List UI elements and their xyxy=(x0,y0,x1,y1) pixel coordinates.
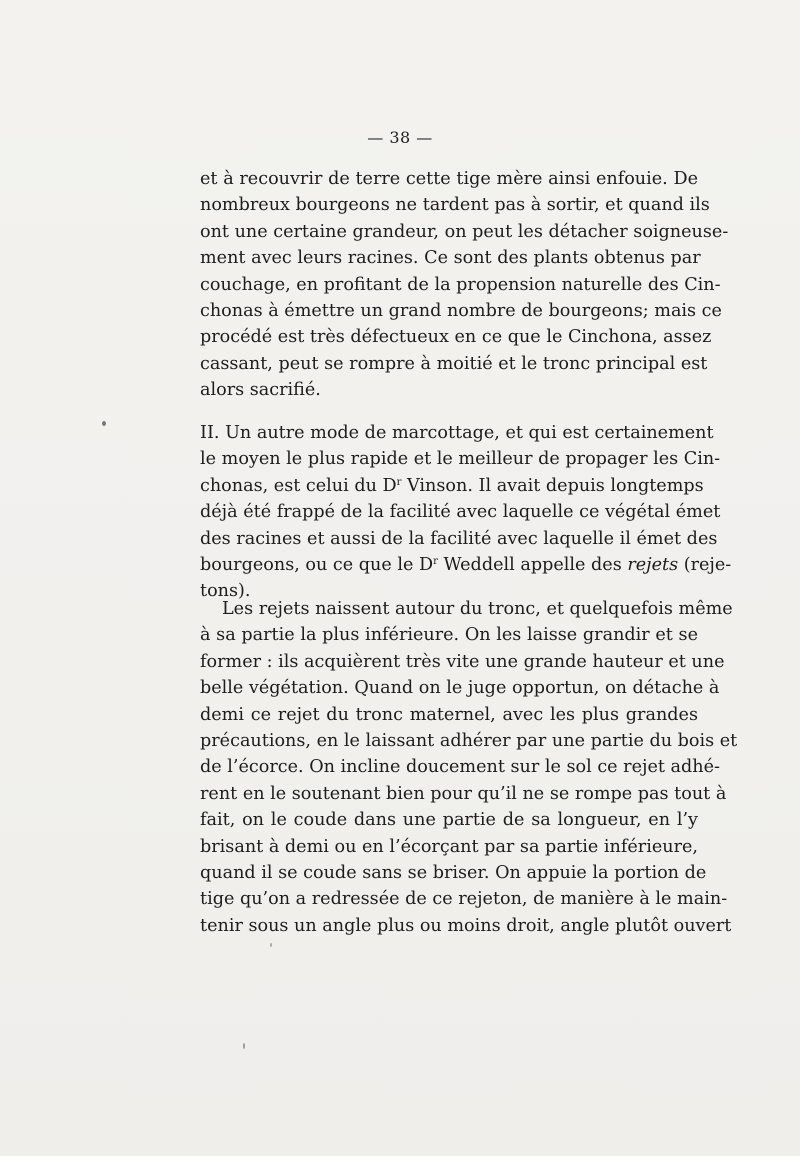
paragraph-2 xyxy=(200,420,732,605)
text-line: de l’écorce. On incline doucement sur le sol ce rejet adhé- xyxy=(200,757,720,778)
text-line: tons). xyxy=(200,581,251,602)
text-line: à sa partie la plus inférieure. On les laisse grandir et se xyxy=(200,625,698,646)
text-line: déjà été frappé de la facilité avec laquelle ce végétal émet xyxy=(200,502,721,523)
text-line: quand il se coude sans se briser. On appuie la portion de xyxy=(200,862,707,883)
text-line: rent en le soutenant bien pour qu’il ne se rompe pas tout à xyxy=(200,783,727,804)
text-segment: Weddell appelle des xyxy=(437,554,628,575)
text-line: demi ce rejet du tronc maternel, avec les plus grandes xyxy=(200,704,698,725)
text-segment: (reje- xyxy=(678,554,732,575)
superscript: r xyxy=(396,476,402,488)
text-line: le moyen le plus rapide et le meilleur de propager les Cin- xyxy=(200,449,721,470)
text-line: belle végétation. Quand on le juge opportun, on détache à xyxy=(200,678,720,699)
text-line-with-superscript xyxy=(200,552,732,578)
text-line: brisant à demi ou en l’écorçant par sa partie inférieure, xyxy=(200,836,698,857)
text-line: et à recouvrir de terre cette tige mère ainsi enfouie. De xyxy=(200,169,698,189)
text-line: Les rejets naissent autour du tronc, et quelquefois même xyxy=(222,599,733,619)
text-line: ont une certaine grandeur, on peut les détacher soigneuse- xyxy=(200,221,729,242)
text-line: procédé est très défectueux en ce que le Cinchona, assez xyxy=(200,327,712,348)
text-segment: chonas, est celui du D xyxy=(200,475,397,496)
scan-speck xyxy=(270,943,272,947)
text-segment: Vinson. Il avait depuis longtemps xyxy=(401,475,704,496)
text-line: nombreux bourgeons ne tardent pas à sortir, et quand ils xyxy=(200,195,710,216)
text-line: des racines et aussi de la facilité avec laquelle il émet des xyxy=(200,528,718,549)
paragraph-3 xyxy=(200,596,738,939)
text-segment: bourgeons, ou ce que le D xyxy=(200,554,434,575)
text-line: tenir sous un angle plus ou moins droit, angle plutôt ouvert xyxy=(200,915,732,936)
scan-speck xyxy=(243,1043,245,1049)
text-line: précautions, en le laissant adhérer par une partie du bois et xyxy=(200,730,738,751)
superscript: r xyxy=(433,555,438,567)
text-line: II. Un autre mode de marcottage, et qui est certainement xyxy=(200,423,714,443)
text-line: couchage, en profitant de la propension naturelle des Cin- xyxy=(200,274,721,295)
text-line: chonas à émettre un grand nombre de bourgeons; mais ce xyxy=(200,300,722,321)
text-line: tige qu’on a redressée de ce rejeton, de manière à le main- xyxy=(200,889,728,910)
italic-term: rejets xyxy=(627,554,679,575)
text-line: alors sacrifié. xyxy=(200,380,321,401)
text-line: former : ils acquièrent très vite une grande hauteur et une xyxy=(200,651,725,672)
text-line-with-superscript xyxy=(200,473,704,499)
paragraph-1 xyxy=(200,166,729,404)
page-number: — 38 — xyxy=(367,128,433,147)
text-line: ment avec leurs racines. Ce sont des plants obtenus par xyxy=(200,248,701,269)
text-line: cassant, peut se rompre à moitié et le tronc principal est xyxy=(200,353,708,374)
scan-speck xyxy=(102,421,106,426)
text-line: fait, on le coude dans une partie de sa longueur, en l’y xyxy=(200,810,698,831)
